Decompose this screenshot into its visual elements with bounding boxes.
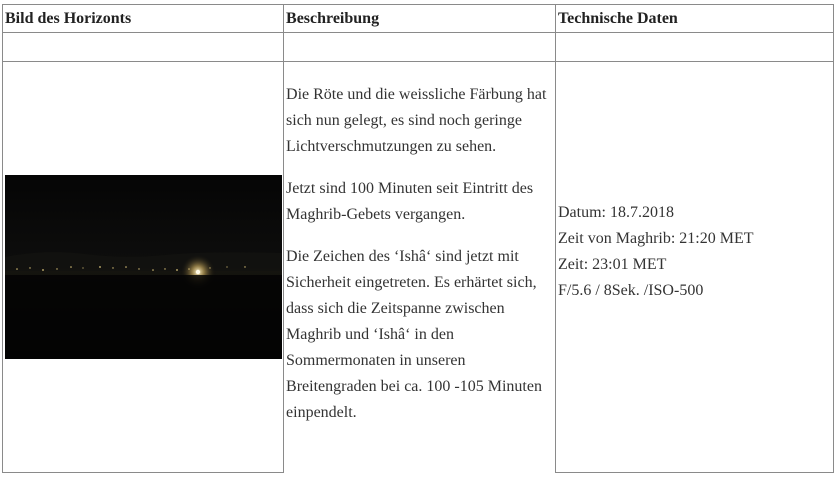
empty-cell-1 bbox=[3, 33, 284, 62]
horizon-table bbox=[2, 4, 834, 473]
horizon-photo bbox=[5, 175, 282, 359]
header-description: Beschreibung bbox=[284, 5, 556, 33]
description-paragraph-1: Die Röte und die weissliche Färbung hat sich nun gelegt, es sind noch geringe Lichtverschmutzungen zu sehen. bbox=[286, 86, 547, 155]
header-image: Bild des Horizonts bbox=[3, 5, 284, 33]
empty-cell-2 bbox=[284, 33, 556, 62]
description-cell bbox=[284, 62, 556, 473]
header-row bbox=[3, 5, 834, 33]
photo-cell bbox=[3, 62, 284, 473]
header-technical: Technische Daten bbox=[555, 5, 833, 33]
content-row bbox=[3, 62, 834, 473]
empty-row bbox=[3, 33, 834, 62]
technical-cell bbox=[555, 62, 833, 473]
empty-cell-3 bbox=[555, 33, 833, 62]
description-paragraph-3: Die Zeichen des ‘Ishâ‘ sind jetzt mit Sicherheit eingetreten. Es erhärtet sich, dass sich die Zeitspanne zwischen Maghrib und ‘Ishâ‘ in den Sommermonaten in unseren Breitengraden bei ca. 100 -105 Minuten einpendelt. bbox=[286, 248, 542, 421]
description-paragraph-2: Jetzt sind 100 Minuten seit Eintritt des Maghrib-Gebets vergangen. bbox=[286, 180, 534, 223]
tech-maghrib-time: Zeit von Maghrib: 21:20 MET bbox=[557, 230, 754, 247]
tech-camera-settings: F/5.6 / 8Sek. /ISO-500 bbox=[557, 282, 704, 299]
tech-date: Datum: 18.7.2018 bbox=[557, 204, 674, 221]
tech-time: Zeit: 23:01 MET bbox=[557, 256, 667, 273]
